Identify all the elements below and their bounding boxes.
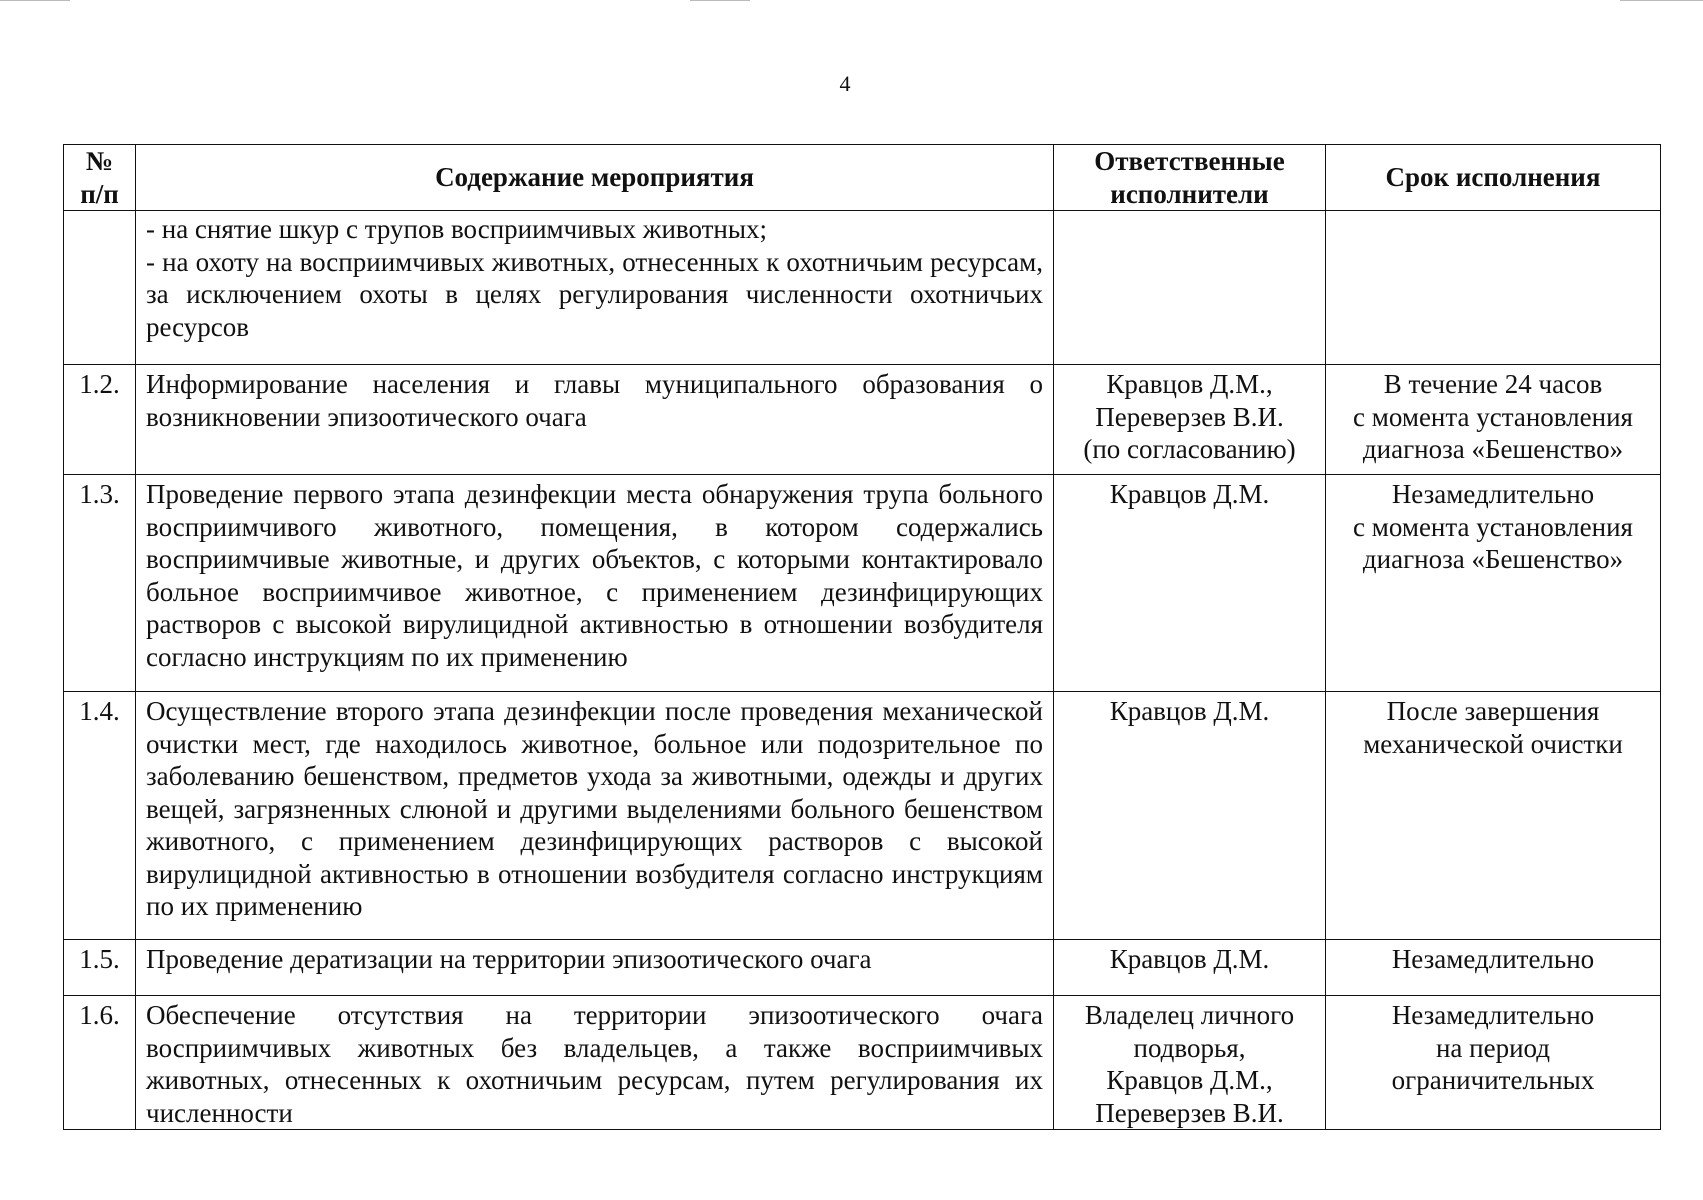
row-number: 1.6. [64, 996, 136, 1130]
term-line: Незамедлительно [1391, 1000, 1595, 1030]
term-line: диагноза «Бешенство» [1362, 434, 1624, 464]
row-responsible [1054, 475, 1326, 692]
responsible-line: Кравцов Д.М. [1109, 696, 1270, 726]
responsible-line: Кравцов Д.М. [1109, 944, 1270, 974]
term-line: с момента установления [1353, 511, 1633, 542]
term-line: В течение 24 часов [1383, 369, 1603, 399]
term-line: с момента установления [1353, 401, 1633, 432]
term-line: на период [1435, 1032, 1551, 1063]
measures-table [63, 144, 1661, 1130]
scan-edge-mark [690, 0, 750, 1]
content-paragraph: - на снятие шкур с трупов восприимчивых животных; [146, 214, 768, 244]
header-num: № п/п [64, 145, 136, 211]
table-row [64, 692, 1661, 940]
row-number: 1.3. [64, 475, 136, 692]
responsible-line: подворья, [1133, 1032, 1246, 1063]
row-term [1326, 692, 1661, 940]
row-content [136, 940, 1054, 996]
content-paragraph: - на охоту на восприимчивых животных, отнесенных к охотничьим ресурсам, за исключением охоты в целях регулирования численности охотничьих ресурсов [146, 246, 1043, 342]
row-number: 1.5. [64, 940, 136, 996]
page-number: 4 [839, 71, 851, 96]
row-term [1326, 475, 1661, 692]
row-number: 1.4. [64, 692, 136, 940]
term-line: диагноза «Бешенство» [1362, 544, 1624, 574]
responsible-line: Переверзев В.И. [1095, 1097, 1284, 1128]
row-term [1326, 365, 1661, 475]
row-term [1326, 211, 1661, 365]
row-number: 1.2. [64, 365, 136, 475]
responsible-line: Переверзев В.И. [1095, 401, 1284, 432]
table-row [64, 475, 1661, 692]
row-content [136, 211, 1054, 365]
content-paragraph: Проведение дератизации на территории эпизоотического очага [146, 944, 872, 974]
term-line: Незамедлительно [1391, 944, 1595, 974]
row-responsible [1054, 940, 1326, 996]
term-line: ограничительных [1391, 1065, 1595, 1095]
term-line: После завершения [1386, 696, 1600, 726]
term-line: механической очистки [1363, 728, 1623, 759]
term-line: Незамедлительно [1391, 479, 1595, 509]
table-row [64, 996, 1661, 1130]
row-responsible [1054, 365, 1326, 475]
responsible-line: Кравцов Д.М., [1106, 369, 1273, 399]
row-number [64, 211, 136, 365]
content-paragraph: Обеспечение отсутствия на территории эпизоотического очага восприимчивых животных без владельцев, а также восприимчивых животных, отнесенных к охотничьим ресурсам, путем регулирования их численности [146, 1000, 1043, 1128]
responsible-line: Кравцов Д.М., [1106, 1065, 1273, 1095]
table-header-row [64, 145, 1661, 211]
row-content [136, 692, 1054, 940]
content-paragraph: Осуществление второго этапа дезинфекции после проведения механической очистки мест, где находилось животное, больное или подозрительное по заболеванию бешенством, предметов ухода за животными, одежды и других вещей, загрязненных слюной и другими выделениями больного бешенством животного, с применением дезинфицирующих растворов с высокой вирулицидной активностью в отношении возбудителя согласно инструкциям по их применению [146, 696, 1043, 921]
row-content [136, 475, 1054, 692]
table-row [64, 365, 1661, 475]
content-paragraph: Проведение первого этапа дезинфекции места обнаружения трупа больного восприимчивого животного, помещения, в котором содержались восприимчивые животные, и других объектов, с которыми контактировало больное восприимчивое животное, с применением дезинфицирующих растворов с высокой вирулицидной активностью в отношении возбудителя согласно инструкциям по их применению [146, 479, 1043, 672]
row-term [1326, 996, 1661, 1130]
header-responsible: Ответственные исполнители [1054, 145, 1326, 211]
responsible-line: Владелец личного [1084, 1000, 1295, 1030]
row-responsible [1054, 692, 1326, 940]
responsible-line: Кравцов Д.М. [1109, 479, 1270, 509]
table-row [64, 940, 1661, 996]
row-responsible [1054, 211, 1326, 365]
header-term: Срок исполнения [1326, 145, 1661, 211]
row-responsible [1054, 996, 1326, 1130]
row-content [136, 996, 1054, 1130]
header-content: Содержание мероприятия [136, 145, 1054, 211]
content-paragraph: Информирование населения и главы муниципального образования о возникновении эпизоотического очага [146, 369, 1043, 432]
row-content [136, 365, 1054, 475]
scan-edge-mark [0, 0, 70, 1]
responsible-line: (по согласованию) [1083, 434, 1296, 464]
row-term [1326, 940, 1661, 996]
scan-edge-mark [1620, 0, 1703, 1]
table-row [64, 211, 1661, 365]
